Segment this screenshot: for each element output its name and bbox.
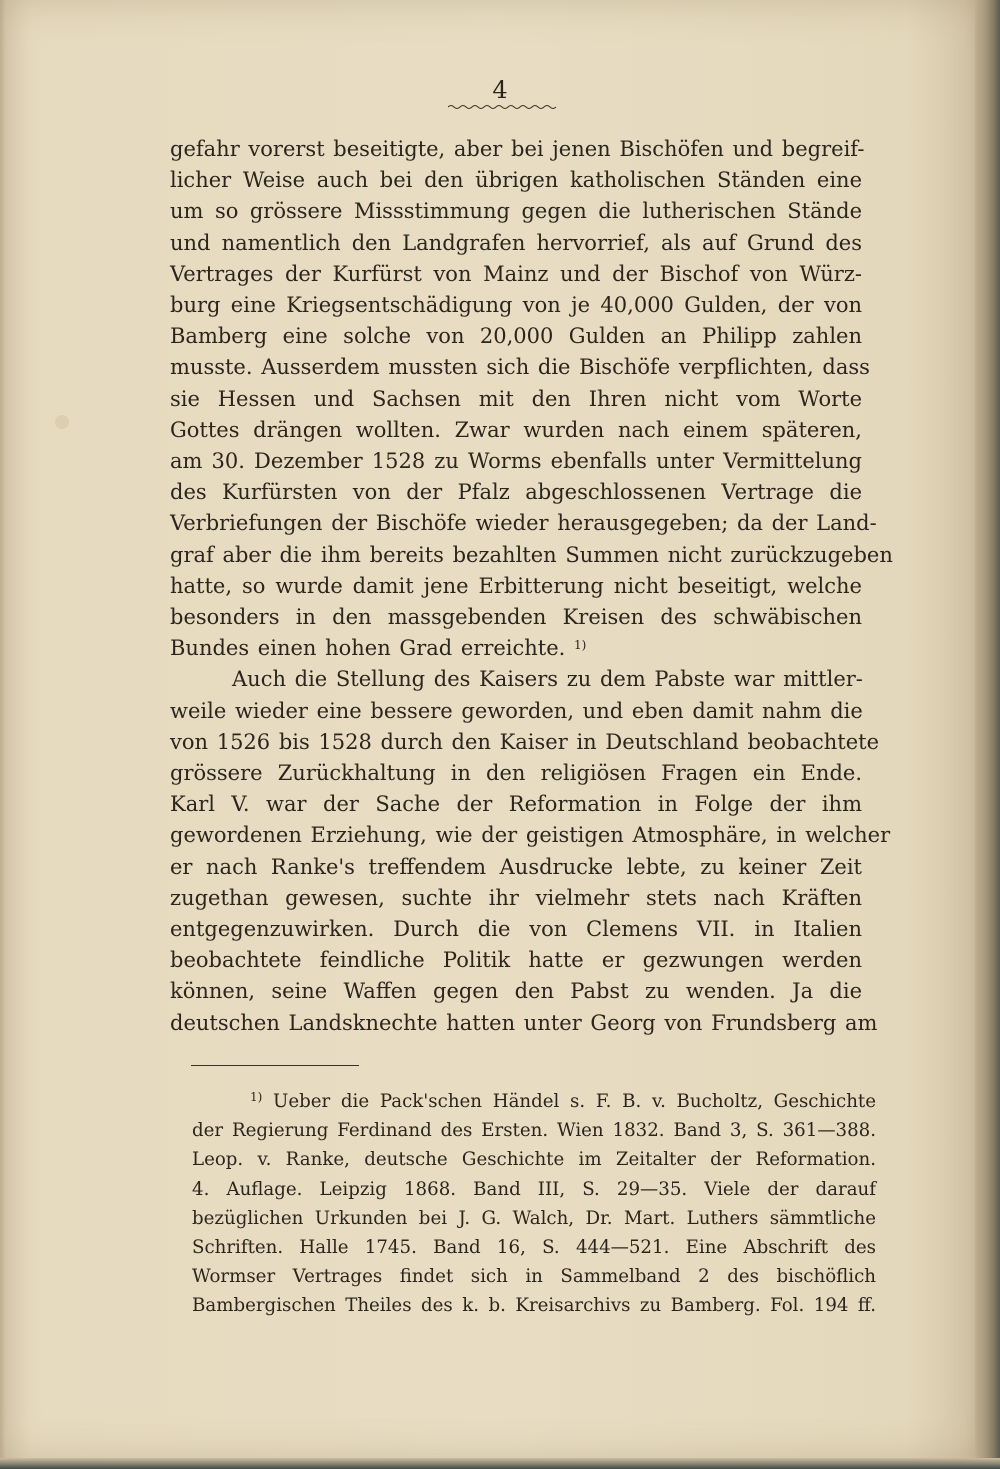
footnote-line-content: Ueber die Pack'schen Händel s. F. B. v. Bucholtz, Geschichte	[273, 1091, 876, 1112]
text-line: sie Hessen und Sachsen mit den Ihren nicht vom Worte	[170, 386, 862, 411]
text-line: und namentlich den Landgrafen hervorrief, als auf Grund des	[170, 230, 862, 255]
main-text	[170, 134, 893, 1039]
text-line: Vertrages der Kurfürst von Mainz und der Bischof von Würz-	[170, 261, 862, 286]
footnote-line-with-mark	[192, 1087, 876, 1116]
text-line: burg eine Kriegsentschädigung von je 40,000 Gulden, der von	[170, 293, 862, 318]
page-number: 4	[492, 76, 508, 104]
text-line: besonders in den massgebenden Kreisen des schwäbischen	[170, 605, 862, 630]
text-line: grössere Zurückhaltung in den religiösen Fragen ein Ende.	[170, 761, 862, 786]
text-line: gewordenen Erziehung, wie der geistigen Atmosphäre, in welcher	[170, 823, 891, 848]
footnote-line: bezüglichen Urkunden bei J. G. Walch, Dr. Mart. Luthers sämmtliche	[192, 1207, 876, 1229]
text-line: Gottes drängen wollten. Zwar wurden nach einem späteren,	[170, 417, 862, 442]
text-line: weile wieder eine bessere geworden, und eben damit nahm die	[170, 698, 863, 723]
text-line: musste. Ausserdem mussten sich die Bischöfe verpflichten, dass	[170, 355, 870, 380]
footnote-line: der Regierung Ferdinand des Ersten. Wien 1832. Band 3, S. 361—388.	[192, 1120, 876, 1142]
footnote	[192, 1087, 876, 1321]
footnote-line: Wormser Vertrages findet sich in Sammelband 2 des bischöflich	[192, 1266, 876, 1288]
paragraph-1	[170, 134, 893, 664]
footnote-reference: 1)	[574, 638, 587, 653]
footnote-line: Leop. v. Ranke, deutsche Geschichte im Zeitalter der Reformation.	[192, 1149, 876, 1171]
text-line: gefahr vorerst beseitigte, aber bei jenen Bischöfen und begreif-	[170, 137, 865, 161]
text-line: können, seine Waffen gegen den Pabst zu wenden. Ja die	[170, 979, 862, 1004]
footnote-line: 4. Auflage. Leipzig 1868. Band III, S. 29—35. Viele der darauf	[192, 1178, 876, 1200]
text-line: deutschen Landsknechte hatten unter Georg von Frundsberg am	[170, 1010, 878, 1035]
footnote-line: Schriften. Halle 1745. Band 16, S. 444—521. Eine Abschrift des	[192, 1237, 876, 1259]
footnote-line: Bambergischen Theiles des k. b. Kreisarchivs zu Bamberg. Fol. 194 ff.	[192, 1295, 876, 1317]
page-edge-shadow	[975, 0, 1000, 1469]
text-line: Karl V. war der Sache der Reformation in Folge der ihm	[170, 792, 862, 817]
text-line: Verbriefungen der Bischöfe wieder herausgegeben; da der Land-	[170, 511, 877, 536]
text-line: hatte, so wurde damit jene Erbitterung nicht beseitigt, welche	[170, 573, 862, 598]
text-line: beobachtete feindliche Politik hatte er gezwungen werden	[170, 948, 862, 973]
footnote-mark: 1)	[250, 1090, 263, 1104]
footnote-divider	[191, 1065, 359, 1066]
text-line: graf aber die ihm bereits bezahlten Summen nicht zurückzugeben	[170, 542, 893, 567]
text-line: Bamberg eine solche von 20,000 Gulden an Philipp zahlen	[170, 324, 862, 349]
text-line-content: Bundes einen hohen Grad erreichte.	[170, 636, 566, 661]
text-line: licher Weise auch bei den übrigen katholischen Ständen eine	[170, 168, 862, 193]
paragraph-2	[170, 664, 891, 1038]
text-line: er nach Ranke's treffendem Ausdrucke lebte, zu keiner Zeit	[170, 854, 862, 879]
text-line: am 30. Dezember 1528 zu Worms ebenfalls unter Vermittelung	[170, 449, 862, 474]
text-line-with-note	[170, 633, 862, 664]
paper-stain	[55, 415, 69, 429]
text-line: von 1526 bis 1528 durch den Kaiser in Deutschland beobachtete	[170, 729, 880, 754]
book-cover-edge	[0, 1458, 1000, 1469]
text-line: entgegenzuwirken. Durch die von Clemens VII. in Italien	[170, 917, 862, 942]
text-line: zugethan gewesen, suchte ihr vielmehr stets nach Kräften	[170, 885, 862, 910]
page-number-ornament	[448, 104, 558, 110]
text-line: des Kurfürsten von der Pfalz abgeschlossenen Vertrage die	[170, 480, 862, 505]
text-line: Auch die Stellung des Kaisers zu dem Pabste war mittler-	[232, 667, 863, 692]
text-line: um so grössere Missstimmung gegen die lutherischen Stände	[170, 199, 862, 224]
